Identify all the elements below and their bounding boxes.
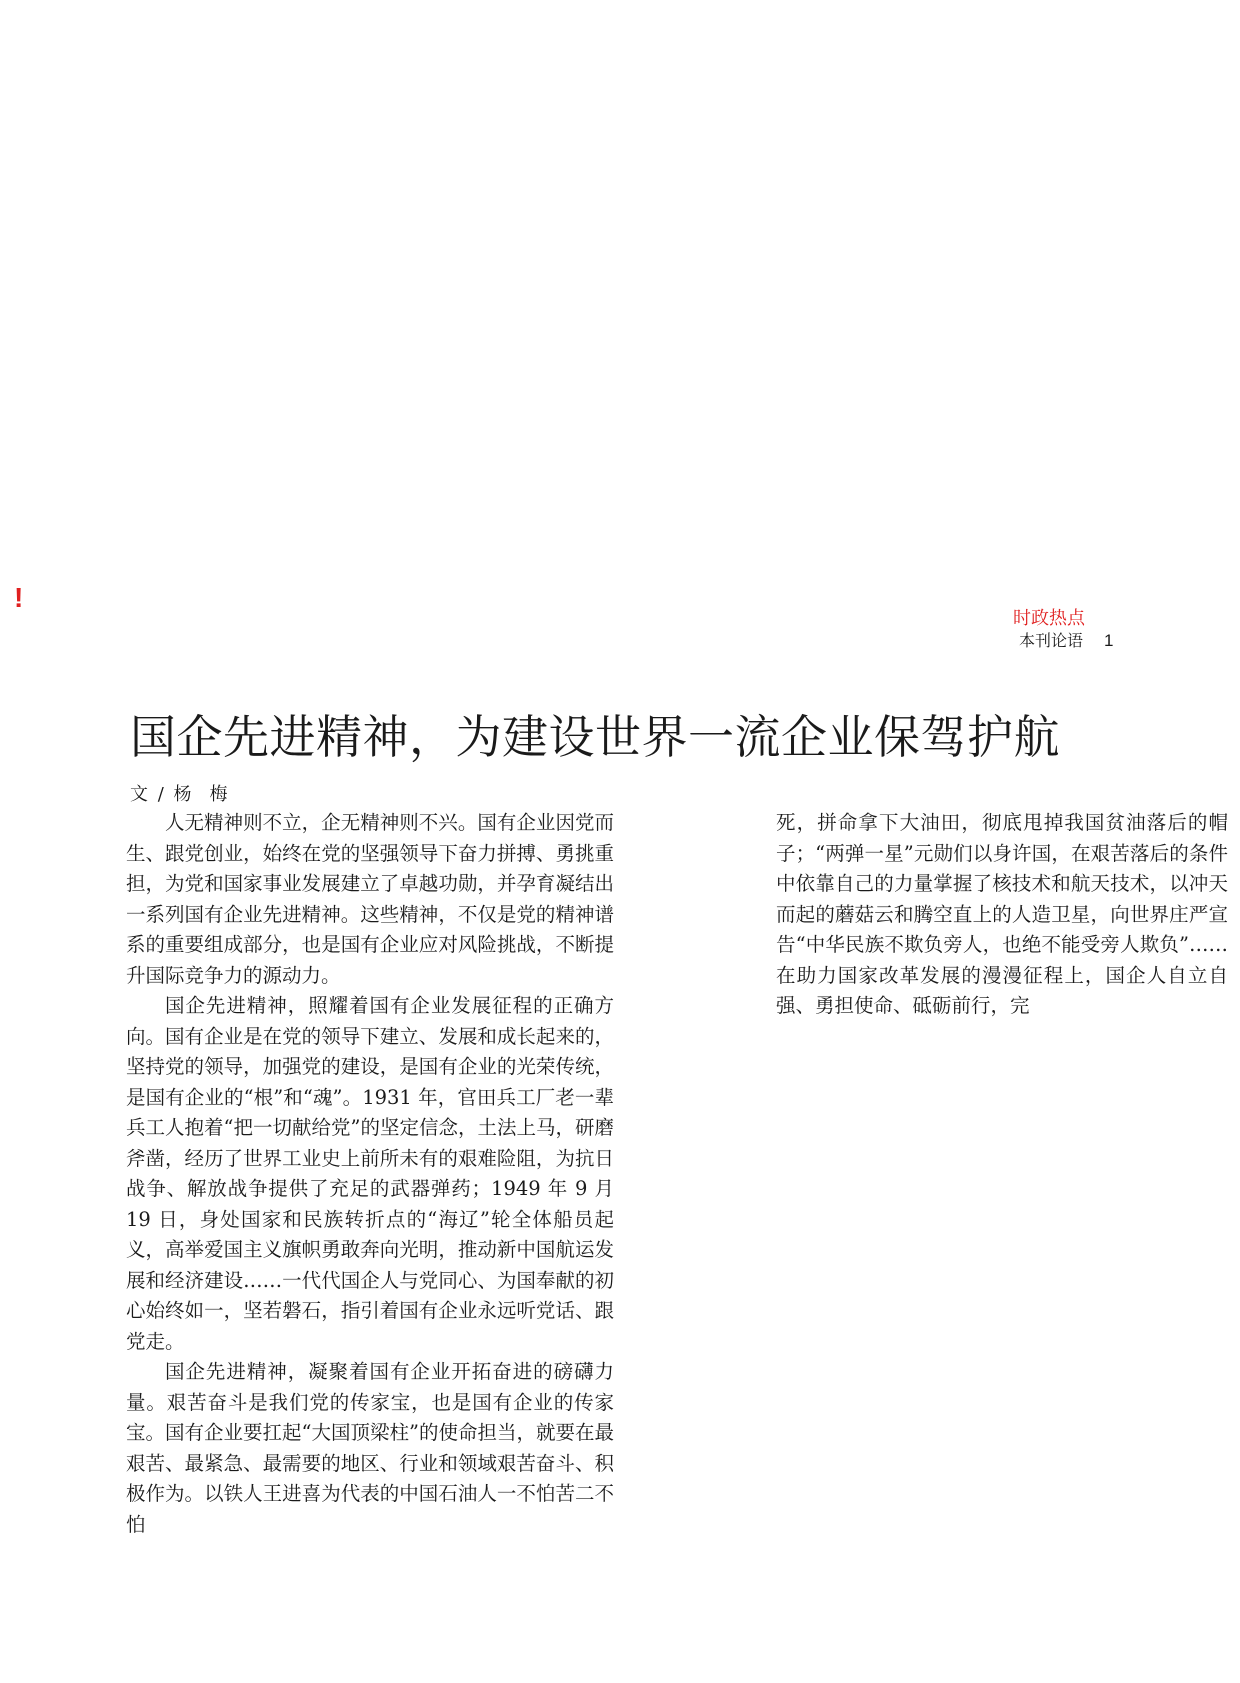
page-number: 1 bbox=[1104, 631, 1114, 650]
article-column-right bbox=[776, 808, 1228, 1022]
section-label: 时政热点 bbox=[1013, 608, 1085, 629]
red-exclamation-mark: ! bbox=[14, 582, 24, 613]
article-title: 国企先进精神，为建设世界一流企业保驾护航 bbox=[130, 710, 1060, 764]
article-byline: 文 / 杨 梅 bbox=[130, 784, 228, 805]
article-paragraph-continued: 死，拼命拿下大油田，彻底甩掉我国贫油落后的帽子；“两弹一星”元勋们以身许国，在艰苦落后的条件中依靠自己的力量掌握了核技术和航天技术，以冲天而起的蘑菇云和腾空直上的人造卫星，向世界庄严宣告“中华民族不欺负旁人，也绝不能受旁人欺负”……在助力国家改革发展的漫漫征程上，国企人自立自强、勇担使命、砥砺前行，完 bbox=[776, 811, 1228, 1017]
article-paragraph: 人无精神则不立，企无精神则不兴。国有企业因党而生、跟党创业，始终在党的坚强领导下奋力拼搏、勇挑重担，为党和国家事业发展建立了卓越功勋，并孕育凝结出一系列国有企业先进精神。这些精神，不仅是党的精神谱系的重要组成部分，也是国有企业应对风险挑战，不断提升国际竞争力的源动力。 bbox=[126, 811, 614, 987]
article-column-left bbox=[126, 808, 614, 1540]
article-paragraph: 国企先进精神，照耀着国有企业发展征程的正确方向。国有企业是在党的领导下建立、发展和成长起来的，坚持党的领导，加强党的建设，是国有企业的光荣传统，是国有企业的“根”和“魂”。1931 年，官田兵工厂老一辈兵工人抱着“把一切献给党”的坚定信念，土法上马，研磨斧凿，经历了世界工业史上前所未有的艰难险阻，为抗日战争、解放战争提供了充足的武器弹药；1949 年 9 月 19 日，身处国家和民族转折点的“海辽”轮全体船员起义，高举爱国主义旗帜勇敢奔向光明，推动新中国航运发展和经济建设……一代代国企人与党同心、为国奉献的初心始终如一，坚若磐石，指引着国有企业永远听党话、跟党走。 bbox=[126, 994, 614, 1353]
article-paragraph: 国企先进精神，凝聚着国有企业开拓奋进的磅礴力量。艰苦奋斗是我们党的传家宝，也是国有企业的传家宝。国有企业要扛起“大国顶梁柱”的使命担当，就要在最艰苦、最紧急、最需要的地区、行业和领域艰苦奋斗、积极作为。以铁人王进喜为代表的中国石油人一不怕苦二不怕 bbox=[126, 1360, 614, 1536]
column-label: 本刊论语 bbox=[1019, 631, 1084, 650]
